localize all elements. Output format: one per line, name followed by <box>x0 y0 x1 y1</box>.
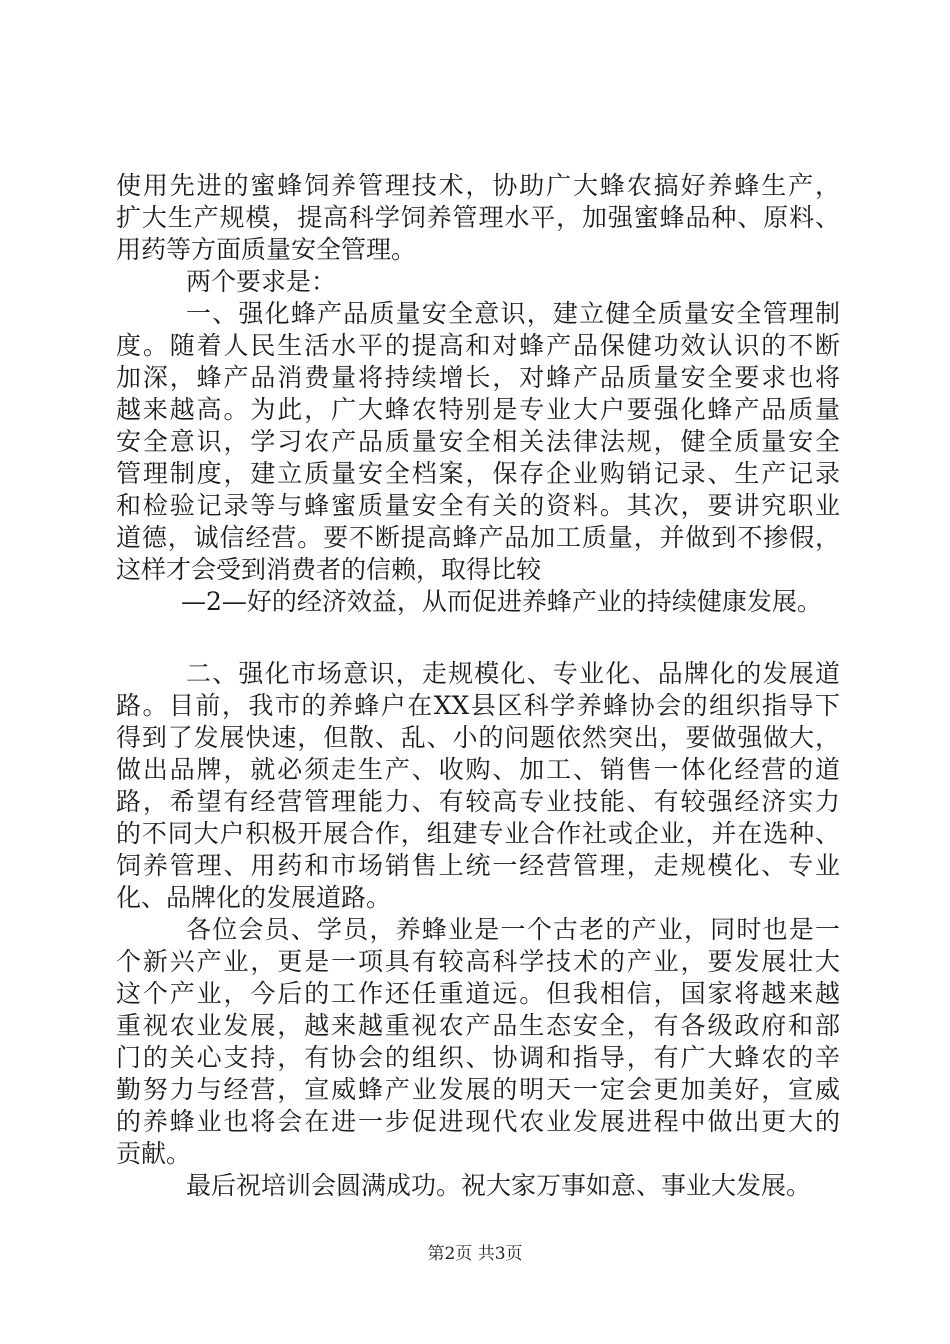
text-line: 度。随着人民生活水平的提高和对蜂产品保健功效认识的不断 <box>116 331 840 360</box>
text-line: 管理制度，建立质量安全档案，保存企业购销记录、生产记录 <box>116 459 840 488</box>
text-line: 门的关心支持，有协会的组织、协调和指导，有广大蜂农的辛 <box>116 1043 840 1072</box>
text-line: 勤努力与经营，宣威蜂产业发展的明天一定会更加美好，宣威 <box>116 1075 840 1104</box>
text-line: 饲养管理、用药和市场销售上统一经营管理，走规模化、专业 <box>116 851 840 880</box>
text-line: 这样才会受到消费者的信赖，取得比较 <box>116 555 542 584</box>
text-line: 各位会员、学员，养蜂业是一个古老的产业，同时也是一 <box>186 915 840 944</box>
text-line: 重视农业发展，越来越重视农产品生态安全，有各级政府和部 <box>116 1011 840 1040</box>
paragraph-gap <box>116 618 840 658</box>
text-line: 和检验记录等与蜂蜜质量安全有关的资料。其次，要讲究职业 <box>116 491 840 520</box>
text-line: 安全意识，学习农产品质量安全相关法律法规，健全质量安全 <box>116 427 840 456</box>
paragraph-closing-remarks <box>116 914 840 1170</box>
paragraph-requirement-two <box>116 658 840 914</box>
text-line: 这个产业，今后的工作还任重道远。但我相信，国家将越来越 <box>116 979 840 1008</box>
closing-wishes: 最后祝培训会圆满成功。祝大家万事如意、事业大发展。 <box>186 1171 812 1200</box>
paragraph-continuation <box>116 170 840 266</box>
text-line: 化、品牌化的发展道路。 <box>116 883 392 912</box>
text-line: 用药等方面质量安全管理。 <box>116 235 417 264</box>
text-line: 得到了发展快速，但散、乱、小的问题依然突出，要做强做大， <box>116 723 840 752</box>
text-line: 二、强化市场意识，走规模化、专业化、品牌化的发展道 <box>186 659 840 688</box>
two-requirements-heading: 两个要求是： <box>186 267 337 296</box>
text-line: 的不同大户积极开展合作，组建专业合作社或企业，并在选种、 <box>116 819 840 848</box>
text-line: 个新兴产业，更是一项具有较高科学技术的产业，要发展壮大 <box>116 947 840 976</box>
text-line: 加深，蜂产品消费量将持续增长，对蜂产品质量安全要求也将 <box>116 363 840 392</box>
text-line: 路，希望有经营管理能力、有较高专业技能、有较强经济实力 <box>116 787 840 816</box>
text-line: 越来越高。为此，广大蜂农特别是专业大户要强化蜂产品质量 <box>116 395 840 424</box>
text-line: 贡献。 <box>116 1139 192 1168</box>
page-break-line: —2—好的经济效益，从而促进养蜂产业的持续健康发展。 <box>181 587 822 616</box>
text-line: 扩大生产规模，提高科学饲养管理水平，加强蜜蜂品种、原料、 <box>116 203 840 232</box>
text-line: 路。目前，我市的养蜂户在XX县区科学养蜂协会的组织指导下 <box>116 691 840 720</box>
text-line: 使用先进的蜜蜂饲养管理技术，协助广大蜂农搞好养蜂生产， <box>116 171 840 200</box>
text-line: 的养蜂业也将会在进一步促进现代农业发展进程中做出更大的 <box>116 1107 840 1136</box>
text-line: 道德，诚信经营。要不断提高蜂产品加工质量，并做到不掺假， <box>116 523 840 552</box>
paragraph-requirement-one <box>116 298 840 618</box>
document-body <box>116 170 840 1202</box>
text-line: 做出品牌，就必须走生产、收购、加工、销售一体化经营的道 <box>116 755 840 784</box>
text-line: 一、强化蜂产品质量安全意识，建立健全质量安全管理制 <box>186 299 840 328</box>
page-number-footer: 第2页 共3页 <box>427 1244 523 1264</box>
